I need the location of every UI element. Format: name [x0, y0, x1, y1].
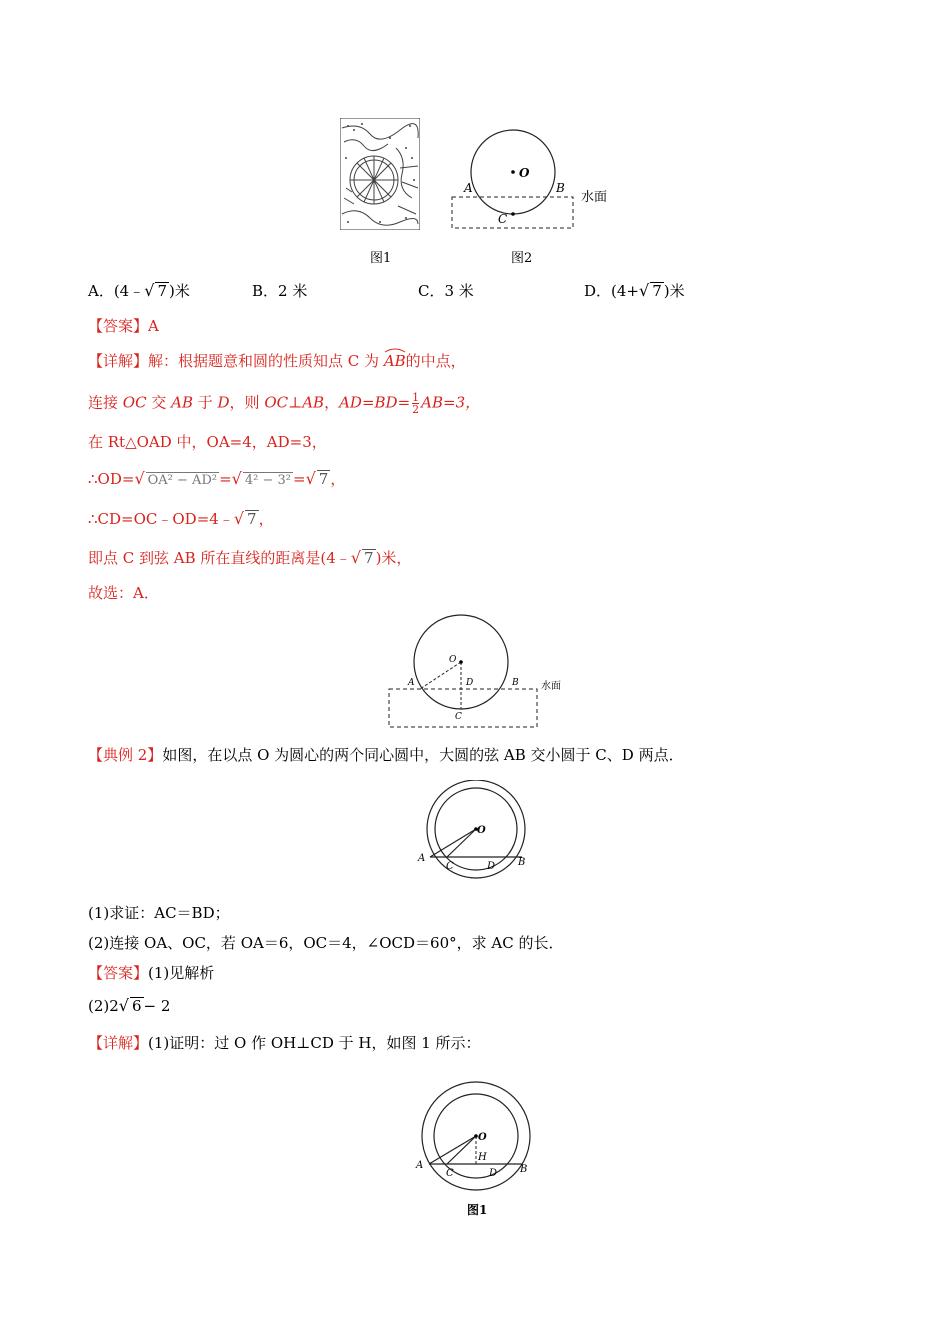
fig1-label-a: A [416, 1160, 424, 1171]
explain-1-line-5: ∴CD=OC﹣OD=4﹣√ 7 ， [88, 509, 274, 528]
point-c [511, 212, 515, 216]
arc-mark [384, 347, 406, 353]
label-o: O [519, 166, 530, 180]
example-2-fig1-caption: 图1 [467, 1203, 488, 1217]
example-2-answer-2: (2)2√ 6 − 2 [88, 996, 171, 1015]
ex2-label-a: A [418, 853, 426, 864]
label-b: B [556, 181, 565, 195]
fig2-diagram [446, 112, 626, 234]
explain-1-line-7: 故选：A． [88, 584, 159, 602]
explain-1-line-2: 连接 OC 交 AB 于 D，则 OC⊥AB，AD=BD= $\frac{1}{2}$ AB=3， [88, 391, 481, 416]
ex2-label-c: C [446, 861, 454, 872]
mid-label-d: D [466, 678, 474, 688]
fig1-label-o: O [478, 1132, 487, 1143]
example-2-answer-1: 【答案】(1)见解析 [88, 964, 215, 982]
example-2-q2: (2)连接 OA、OC，若 OA＝6，OC＝4，∠OCD＝60°，求 AC 的长． [88, 934, 564, 952]
choice-d: D．(4+√ 7 )米 [584, 281, 685, 300]
answer-1: 【答案】A [88, 317, 159, 335]
example-2-fig1-diagram [410, 1080, 540, 1198]
example-2-diagram [410, 780, 540, 882]
ex2-label-o: O [477, 825, 486, 836]
ex2-label-b: B [518, 857, 526, 868]
mid-label-b: B [512, 678, 519, 688]
fig1-label-c: C [446, 1168, 454, 1179]
choice-a: A．(4﹣√ 7 )米 [88, 281, 190, 300]
label-water: 水面 [581, 190, 608, 205]
explain-1-line-4: ∴OD=√ OA² − AD² =√ 4² − 3² =√ 7 ， [88, 469, 346, 488]
mid-label-water: 水面 [541, 681, 561, 692]
choice-b: B．2 米 [252, 282, 308, 300]
fig1-caption: 图1 [370, 251, 392, 266]
fig2-caption: 图2 [511, 251, 533, 266]
explain-1-line-3: 在 Rt△OAD 中，OA=4，AD=3， [88, 433, 327, 451]
label-a: A [464, 181, 473, 195]
center-point [511, 170, 515, 174]
example-2-q1: (1)求证：AC＝BD； [88, 904, 230, 922]
mid-label-a: A [408, 678, 415, 688]
mid-label-c: C [455, 712, 462, 722]
fig1-label-d: D [489, 1168, 498, 1179]
water-wheel-image [340, 118, 420, 230]
choice-c: C．3 米 [418, 282, 474, 300]
ex2-label-d: D [487, 861, 496, 872]
explain-1-line-1: 【详解】解：根据题意和圆的性质知点 C 为 AB的中点， [88, 351, 466, 371]
fig1-label-h: H [478, 1152, 487, 1163]
example-2-explain: 【详解】(1)证明：过 O 作 OH⊥CD 于 H，如图 1 所示： [88, 1034, 481, 1052]
mid-label-o: O [449, 655, 457, 665]
explain-1-line-6: 即点 C 到弦 AB 所在直线的距离是(4﹣√ 7 )米， [88, 548, 412, 567]
example-2-statement: 【典例 2】如图，在以点 O 为圆心的两个同心圆中，大圆的弦 AB 交小圆于 C、D 两点． [88, 746, 684, 764]
fig-mid-diagram [386, 610, 586, 730]
label-c: C [498, 212, 508, 226]
fig1-label-b: B [520, 1164, 528, 1175]
